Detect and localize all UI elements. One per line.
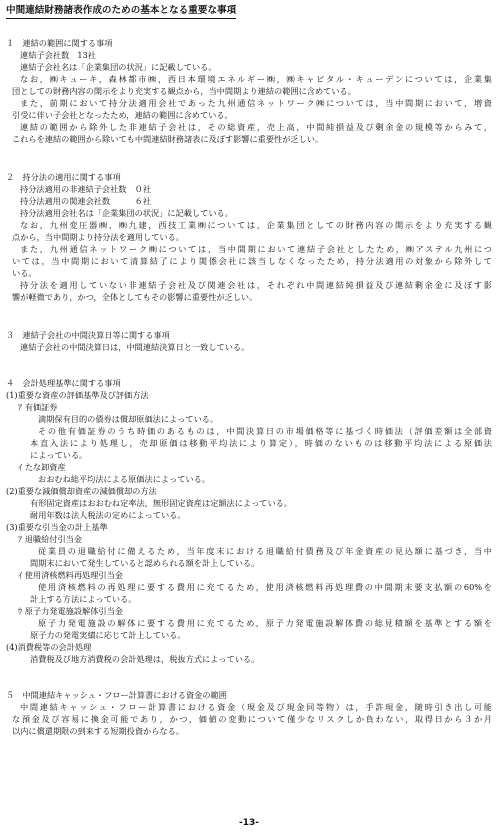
section-2-line: 持分法適用の関連会社数 ６社 xyxy=(20,196,152,206)
section-4-line: 有形固定資産はおおむね定率法，無形固定資産は定額法によっている。 xyxy=(30,498,293,508)
section-4-item: ｱ 退職給付引当金 xyxy=(18,534,83,544)
section-5-line: 以内に償還期限の到来する短期投資からなる。 xyxy=(12,726,184,736)
section-4-line: によっている。 xyxy=(30,450,88,460)
section-2-line: なお，九州変圧器㈱，㈱九建，西技工業㈱については，企業集団としての財務内容の開示をより充実する観 xyxy=(20,220,492,230)
section-4-item: ｳ 原子力発電施設解体引当金 xyxy=(18,606,123,616)
section-4-line: 満期保有目的の債券は償却原価法によっている。 xyxy=(38,414,219,424)
section-1-line: 団としての財務内容の開示をより充実する観点から，当中間期より連結の範囲に含めている。 xyxy=(12,86,356,96)
section-4-line: 間期末において発生していると認められる額を計上している。 xyxy=(30,558,260,568)
section-1-line: 引受に伴い子会社となったため，連結の範囲に含めている。 xyxy=(12,110,233,120)
section-4-line: 原子力の発電実績に応じて計上している。 xyxy=(30,630,186,640)
section-1-line: 連結の範囲から除外した非連結子会社は，その総資産，売上高，中間純損益及び剰余金の規模等からみて， xyxy=(20,122,492,132)
section-2-line: 持分法を適用していない非連結子会社及び関連会社は，それぞれ中間連結純損益及び連結剰余金に及ぼす影 xyxy=(20,280,492,290)
page-title: 中間連結財務諸表作成のための基本となる重要な事項 xyxy=(6,5,236,19)
section-5-heading: ５ 中間連結キャッシュ・フロー計算書における資金の範囲 xyxy=(6,690,227,700)
section-3-heading: ３ 連結子会社の中間決算日等に関する事項 xyxy=(6,330,170,340)
section-2-heading: ２ 持分法の適用に関する事項 xyxy=(6,172,121,182)
section-5-line: 中間連結キャッシュ・フロー計算書における資金（現金及び現金同等物）は，手許現金，随時引き出し可能 xyxy=(20,702,492,712)
section-4-item: ｱ 有価証券 xyxy=(18,402,58,412)
page-number: -13- xyxy=(239,818,259,828)
section-2-line: いる。 xyxy=(12,268,37,278)
section-1-line: 連結子会社数 13社 xyxy=(20,50,96,60)
section-4-item: ｲ 使用済核燃料再処理引当金 xyxy=(18,570,123,580)
section-4-item: ｲ たな卸資産 xyxy=(18,462,66,472)
section-1-line: また，前期において持分法適用会社であった九州通信ネットワーク㈱については，当中間期において，増資 xyxy=(20,98,492,108)
section-2-line: 響が軽微であり，かつ，全体としてもその影響に重要性が乏しい。 xyxy=(12,292,258,302)
section-4-line: 使用済核燃料の再処理に要する費用に充てるため，使用済核燃料再処理費の中間期末要支払額の60%を xyxy=(38,582,492,592)
section-2-line: 点から，当中間期より持分法を適用している。 xyxy=(12,232,184,242)
section-5-line: な預金及び容易に換金可能であり，かつ，価値の変動について僅少なリスクしか負わない，取得日から３か月 xyxy=(12,714,492,724)
section-4-line: その他有価証券のうち時価のあるものは，中間決算日の市場価格等に基づく時価法（評価差額は全部資 xyxy=(38,426,492,436)
section-4-subheading: (4)消費税等の会計処理 xyxy=(6,642,92,652)
section-1-line: これらを連結の範囲から除いても中間連結財務諸表に及ぼす影響に重要性が乏しい。 xyxy=(12,134,324,144)
section-2-line: いては，当中間期において清算結了により関係会社に該当しなくなったため，持分法適用の対象から除外して xyxy=(12,256,492,266)
section-4-line: 原子力発電施設の解体に要する費用に充てるため，原子力発電施設解体費の総見積額を基準とする額を xyxy=(38,618,492,628)
section-4-line: 本直入法により処理し，売却原価は移動平均法により算定），時価のないものは移動平均法による原価法 xyxy=(30,438,492,448)
section-4-subheading: (3)重要な引当金の計上基準 xyxy=(6,522,108,532)
section-4-subheading: (1)重要な資産の評価基準及び評価方法 xyxy=(6,390,149,400)
section-3-line: 連結子会社の中間決算日は，中間連結決算日と一致している。 xyxy=(20,342,250,352)
section-4-heading: ４ 会計処理基準に関する事項 xyxy=(6,378,121,388)
section-4-subheading: (2)重要な減価償却資産の減価償却の方法 xyxy=(6,486,157,496)
section-1-heading: １ 連結の範囲に関する事項 xyxy=(6,38,113,48)
section-2-line: 持分法適用会社名は「企業集団の状況」に記載している。 xyxy=(20,208,233,218)
section-1-line: なお，㈱キューキ，森林都市㈱，西日本環境エネルギー㈱，㈱キャピタル・キューデンについては，企業集 xyxy=(20,74,492,84)
section-1-line: 連結子会社名は「企業集団の状況」に記載している。 xyxy=(20,62,217,72)
section-4-line: 消費税及び地方消費税の会計処理は，税抜方式によっている。 xyxy=(30,654,260,664)
section-2-line: 持分法適用の非連結子会社数 ０社 xyxy=(20,184,152,194)
section-4-line: おおむね総平均法による原価法によっている。 xyxy=(38,474,210,484)
section-4-line: 計上する方法によっている。 xyxy=(30,594,137,604)
section-2-line: また，九州通信ネットワーク㈱については，当中間期において連結子会社としたため，㈱アステル九州につ xyxy=(20,244,492,254)
section-4-line: 耐用年数は法人税法の定めによっている。 xyxy=(30,510,186,520)
section-4-line: 従業員の退職給付に備えるため，当年度末における退職給付債務及び年金資産の見込額に基づき，当中 xyxy=(38,546,492,556)
